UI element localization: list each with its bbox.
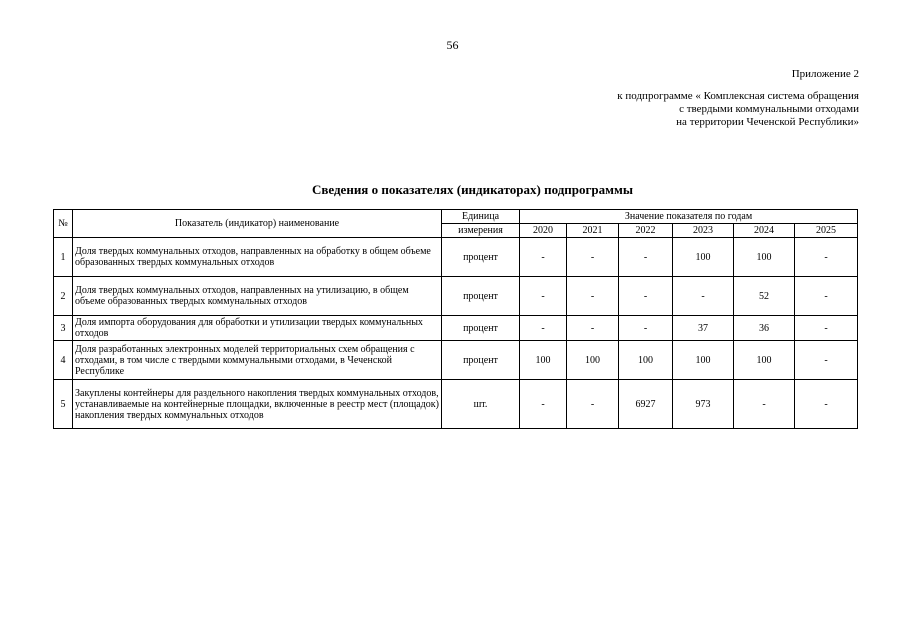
- row-value: 100: [619, 341, 673, 380]
- row-value: 100: [734, 238, 795, 277]
- page-number: 56: [446, 38, 459, 52]
- row-num: 1: [54, 238, 73, 277]
- header-unit-line2: измерения: [442, 224, 520, 238]
- row-value: -: [567, 380, 619, 429]
- table-row: [54, 341, 858, 380]
- row-value: -: [567, 277, 619, 316]
- row-num: 2: [54, 277, 73, 316]
- row-unit: процент: [442, 277, 520, 316]
- table-row: [54, 238, 858, 277]
- row-value: -: [520, 316, 567, 341]
- row-value: -: [795, 380, 858, 429]
- row-value: 100: [673, 341, 734, 380]
- header-name: Показатель (индикатор) наименование: [73, 210, 442, 238]
- row-value: -: [795, 316, 858, 341]
- row-value: 6927: [619, 380, 673, 429]
- header-year: 2023: [673, 224, 734, 238]
- header-num: №: [54, 210, 73, 238]
- row-unit: процент: [442, 341, 520, 380]
- row-value: -: [673, 277, 734, 316]
- row-value: -: [619, 316, 673, 341]
- row-indicator-name: Доля твердых коммунальных отходов, направленных на обработку в общем объеме образованных твердых коммунальных отходов: [73, 238, 442, 277]
- header-year: 2020: [520, 224, 567, 238]
- row-num: 4: [54, 341, 73, 380]
- table-header-row: [54, 210, 858, 224]
- row-unit: шт.: [442, 380, 520, 429]
- row-value: 52: [734, 277, 795, 316]
- appendix-line: к подпрограмме « Комплексная система обращения: [617, 90, 859, 102]
- row-value: -: [619, 277, 673, 316]
- row-value: 100: [520, 341, 567, 380]
- appendix-title: Приложение 2: [791, 68, 859, 80]
- row-value: -: [795, 277, 858, 316]
- table-row: [54, 316, 858, 341]
- indicators-table: [53, 209, 858, 429]
- appendix-header: [439, 68, 859, 129]
- row-num: 5: [54, 380, 73, 429]
- table-title: Сведения о показателях (индикаторах) подпрограммы: [311, 182, 634, 197]
- row-value: -: [619, 238, 673, 277]
- table-row: [54, 380, 858, 429]
- row-indicator-name: Закуплены контейнеры для раздельного накопления твердых коммунальных отходов, устанавливаемые на контейнерные площадки, включенные в реестр мест (площадок) накопления твердых коммунальных отходов: [73, 380, 442, 429]
- row-value: 36: [734, 316, 795, 341]
- row-indicator-name: Доля твердых коммунальных отходов, направленных на утилизацию, в общем объеме образованных твердых коммунальных отходов: [73, 277, 442, 316]
- header-year: 2024: [734, 224, 795, 238]
- header-unit-line1: Единица: [442, 210, 520, 224]
- row-value: -: [520, 238, 567, 277]
- row-value: -: [520, 380, 567, 429]
- row-value: 37: [673, 316, 734, 341]
- appendix-line: с твердыми коммунальными отходами: [679, 103, 859, 115]
- header-year: 2025: [795, 224, 858, 238]
- row-value: -: [795, 341, 858, 380]
- row-unit: процент: [442, 316, 520, 341]
- row-value: -: [567, 238, 619, 277]
- row-value: 100: [567, 341, 619, 380]
- row-num: 3: [54, 316, 73, 341]
- row-value: 100: [673, 238, 734, 277]
- row-value: -: [567, 316, 619, 341]
- row-value: -: [795, 238, 858, 277]
- table-row: [54, 277, 858, 316]
- row-value: -: [520, 277, 567, 316]
- header-year: 2021: [567, 224, 619, 238]
- row-value: 973: [673, 380, 734, 429]
- header-year: 2022: [619, 224, 673, 238]
- row-value: 100: [734, 341, 795, 380]
- appendix-line: на территории Чеченской Республики»: [676, 116, 859, 128]
- header-values-group: Значение показателя по годам: [520, 210, 858, 224]
- row-unit: процент: [442, 238, 520, 277]
- row-indicator-name: Доля разработанных электронных моделей территориальных схем обращения с отходами, в том числе с твердыми коммунальными отходами, в Чеченской Республике: [73, 341, 442, 380]
- row-value: -: [734, 380, 795, 429]
- row-indicator-name: Доля импорта оборудования для обработки и утилизации твердых коммунальных отходов: [73, 316, 442, 341]
